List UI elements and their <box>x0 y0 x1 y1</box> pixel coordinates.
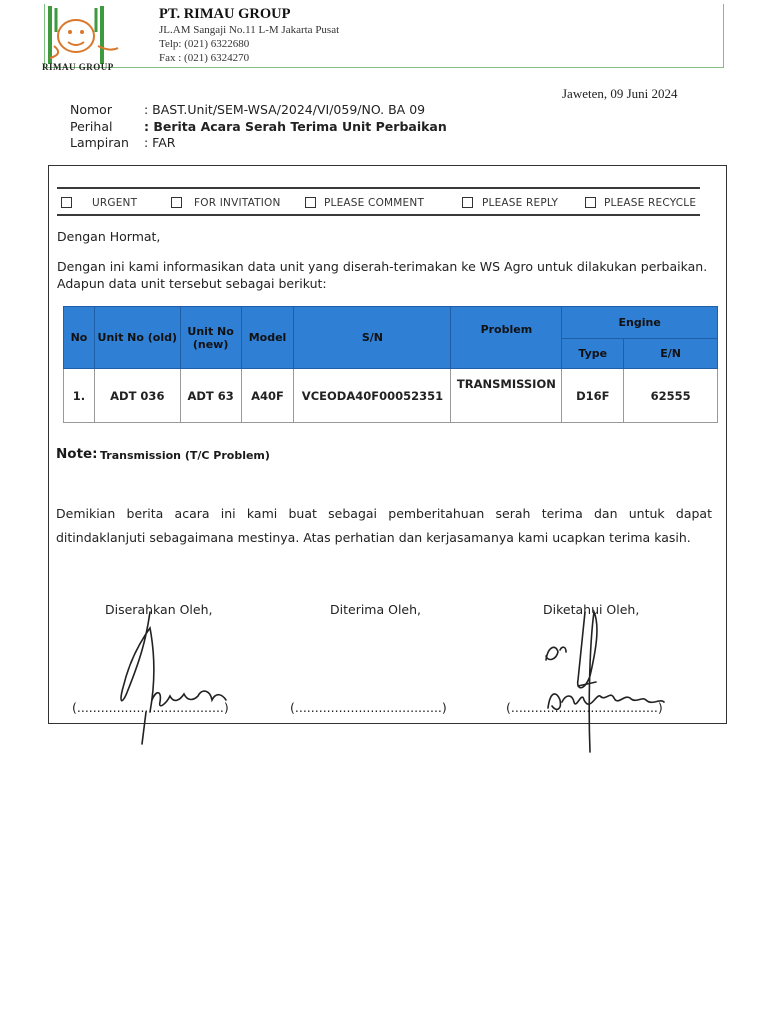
col-header-en: E/N <box>624 339 718 369</box>
note-text: Transmission (T/C Problem) <box>100 449 270 462</box>
col-header-engine: Engine <box>562 307 718 339</box>
cell-model: A40F <box>241 369 294 423</box>
unit-table <box>63 306 718 423</box>
diterima-label: Diterima Oleh, <box>330 602 422 617</box>
closing-paragraph <box>56 502 712 550</box>
col-header-no: No <box>64 307 95 369</box>
company-phone: Telp: (021) 6322680 <box>159 38 250 50</box>
please-reply-label: PLEASE REPLY <box>482 197 559 209</box>
bottom-rule <box>57 214 700 216</box>
lampiran-label: Lampiran <box>70 135 129 150</box>
top-rule <box>57 187 700 189</box>
nomor-value: : BAST.Unit/SEM-WSA/2024/VI/059/NO. BA 09 <box>144 102 426 117</box>
cell-type: D16F <box>562 369 624 423</box>
letterhead-frame <box>44 4 724 68</box>
please-recycle-label: PLEASE RECYCLE <box>604 197 697 209</box>
company-address: JL.AM Sangaji No.11 L-M Jakarta Pusat <box>159 24 340 36</box>
please-comment-label: PLEASE COMMENT <box>324 197 425 209</box>
closing-line-1: Demikian berita acara ini kami buat sebagai pemberitahuan serah terima dan untuk dapat <box>56 506 712 521</box>
col-header-sn: S/N <box>294 307 451 369</box>
note-label: Note: <box>56 446 98 462</box>
company-name: PT. RIMAU GROUP <box>159 6 291 22</box>
nomor-label: Nomor <box>70 102 112 117</box>
lampiran-value: : FAR <box>144 135 176 150</box>
for-invitation-checkbox[interactable] <box>171 197 182 208</box>
for-invitation-label: FOR INVITATION <box>194 197 281 209</box>
cell-sn: VCEODA40F00052351 <box>294 369 451 423</box>
signature-line-left: (.....................................) <box>72 700 229 715</box>
diserahkan-label: Diserahkan Oleh, <box>105 602 213 617</box>
company-fax: Fax : (021) 6324270 <box>159 52 250 64</box>
signature-line-right: (.....................................) <box>506 700 663 715</box>
col-header-problem: Problem <box>451 307 562 369</box>
please-reply-checkbox[interactable] <box>462 197 473 208</box>
urgent-label: URGENT <box>92 197 138 209</box>
diketahui-label: Diketahui Oleh, <box>543 602 640 617</box>
signature-line-middle: (.....................................) <box>290 700 447 715</box>
perihal-value: : Berita Acara Serah Terima Unit Perbaikan <box>144 119 447 134</box>
col-header-type: Type <box>562 339 624 369</box>
intro-line-2: Adapun data unit tersebut sebagai berikut: <box>57 276 327 291</box>
urgent-checkbox[interactable] <box>61 197 72 208</box>
logo-text: RIMAU GROUP <box>42 62 114 72</box>
cell-problem: TRANSMISSION <box>451 369 562 423</box>
intro-line-1: Dengan ini kami informasikan data unit yang diserah-terimakan ke WS Agro untuk dilakukan perbaikan. <box>57 259 708 274</box>
please-recycle-checkbox[interactable] <box>585 197 596 208</box>
table-row <box>64 369 718 423</box>
document-frame <box>48 165 727 724</box>
col-header-model: Model <box>241 307 294 369</box>
cell-unit-old: ADT 036 <box>94 369 180 423</box>
col-header-unit-new: Unit No (new) <box>180 307 241 369</box>
please-comment-checkbox[interactable] <box>305 197 316 208</box>
letter-date: Jaweten, 09 Juni 2024 <box>562 86 678 101</box>
perihal-label: Perihal <box>70 119 113 134</box>
cell-en: 62555 <box>624 369 718 423</box>
col-header-unit-old: Unit No (old) <box>94 307 180 369</box>
cell-unit-new: ADT 63 <box>180 369 241 423</box>
closing-line-2: ditindaklanjuti sebagaimana mestinya. Atas perhatian dan kerjasamanya kami ucapkan terima kasih. <box>56 530 691 545</box>
cell-no: 1. <box>64 369 95 423</box>
greeting: Dengan Hormat, <box>57 229 161 244</box>
